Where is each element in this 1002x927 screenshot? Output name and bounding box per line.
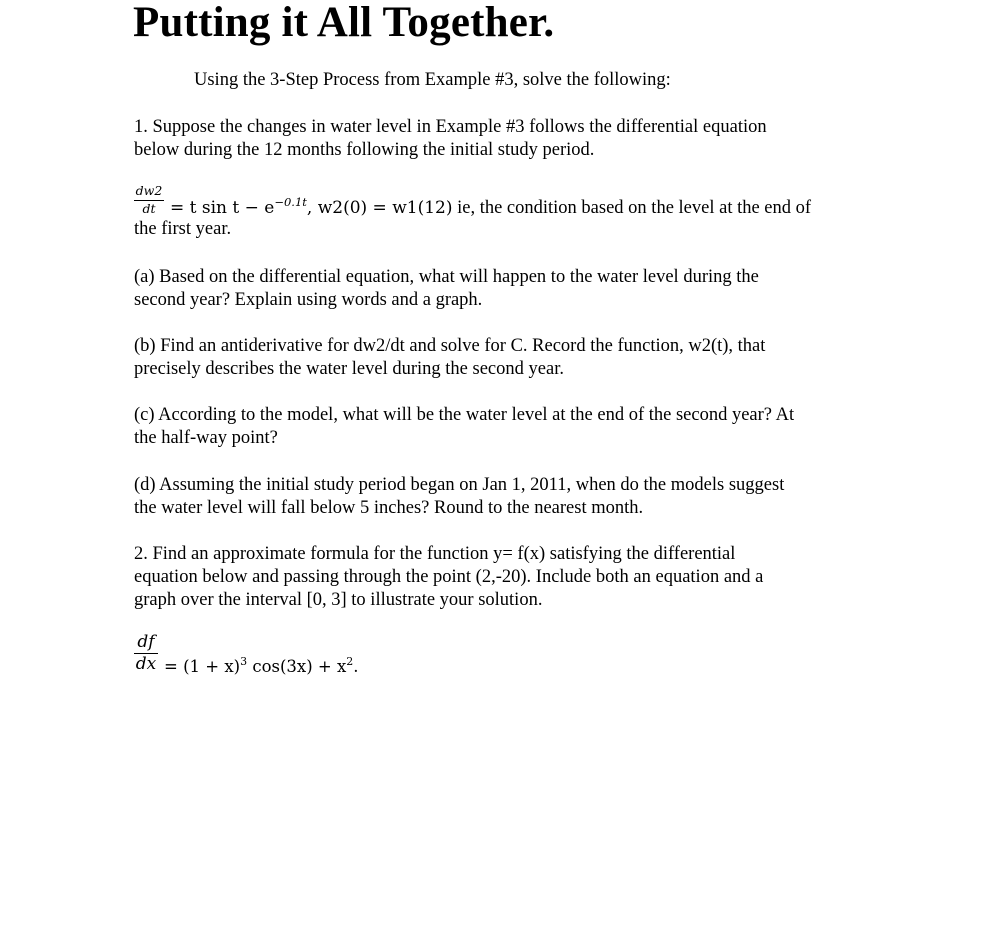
problem-1-equation xyxy=(134,185,874,245)
part-b-line: precisely describes the water level during the second year. xyxy=(134,359,564,379)
equation-power: 3 xyxy=(240,655,248,668)
problem-1-line: 1. Suppose the changes in water level in Example #3 follows the differential equation xyxy=(134,117,767,137)
derivative-fraction xyxy=(134,185,164,215)
part-c xyxy=(134,404,864,450)
equation-right-side xyxy=(164,651,359,678)
equation-continuation: the first year. xyxy=(134,219,232,239)
derivative-fraction xyxy=(134,634,158,673)
part-d-line: the water level will fall below 5 inches? Round to the nearest month. xyxy=(134,498,644,518)
problem-1-statement xyxy=(134,116,864,162)
part-b-line: (b) Find an antiderivative for dw2/dt and solve for C. Record the function, w2(t), that xyxy=(134,336,766,356)
part-c-line: the half-way point? xyxy=(134,428,278,448)
fraction-denominator: dx xyxy=(135,654,157,674)
equation-initial-condition: , w2(0) = w1(12) xyxy=(306,198,453,218)
part-b xyxy=(134,335,864,381)
problem-2-line: graph over the interval [0, 3] to illustrate your solution. xyxy=(134,590,543,610)
equation-exponent: −0.1t xyxy=(274,195,307,209)
part-a-line: second year? Explain using words and a graph. xyxy=(134,290,483,310)
equation-power: 2 xyxy=(346,655,354,668)
fraction-denominator: dt xyxy=(142,200,156,216)
problem-1-line: below during the 12 months following the initial study period. xyxy=(134,140,595,160)
problem-2-statement xyxy=(134,543,864,612)
equation-rhs-end: . xyxy=(353,657,359,676)
part-a xyxy=(134,266,864,312)
intro-text: Using the 3-Step Process from Example #3, solve the following: xyxy=(194,70,671,90)
equation-rhs-start: = (1 + x) xyxy=(164,657,241,676)
fraction-numerator: df xyxy=(137,632,155,652)
equation-rhs-prefix: = t sin t − e xyxy=(170,198,275,218)
problem-2-line: equation below and passing through the point (2,-20). Include both an equation and a xyxy=(134,567,764,587)
part-c-line: (c) According to the model, what will be the water level at the end of the second year? At xyxy=(134,405,795,425)
fraction-numerator: dw2 xyxy=(135,183,163,198)
part-a-line: (a) Based on the differential equation, what will happen to the water level during the xyxy=(134,267,759,287)
problem-2-equation xyxy=(134,634,534,694)
page-title: Putting it All Together. xyxy=(133,0,555,46)
part-d-line: (d) Assuming the initial study period began on Jan 1, 2011, when do the models suggest xyxy=(134,475,785,495)
problem-2-line: 2. Find an approximate formula for the function y= f(x) satisfying the differential xyxy=(134,544,736,564)
equation-right-side xyxy=(170,191,811,220)
part-d xyxy=(134,474,864,520)
equation-rhs-middle: cos(3x) + x xyxy=(247,657,347,676)
equation-trailing-text: ie, the condition based on the level at the end of xyxy=(452,198,812,218)
